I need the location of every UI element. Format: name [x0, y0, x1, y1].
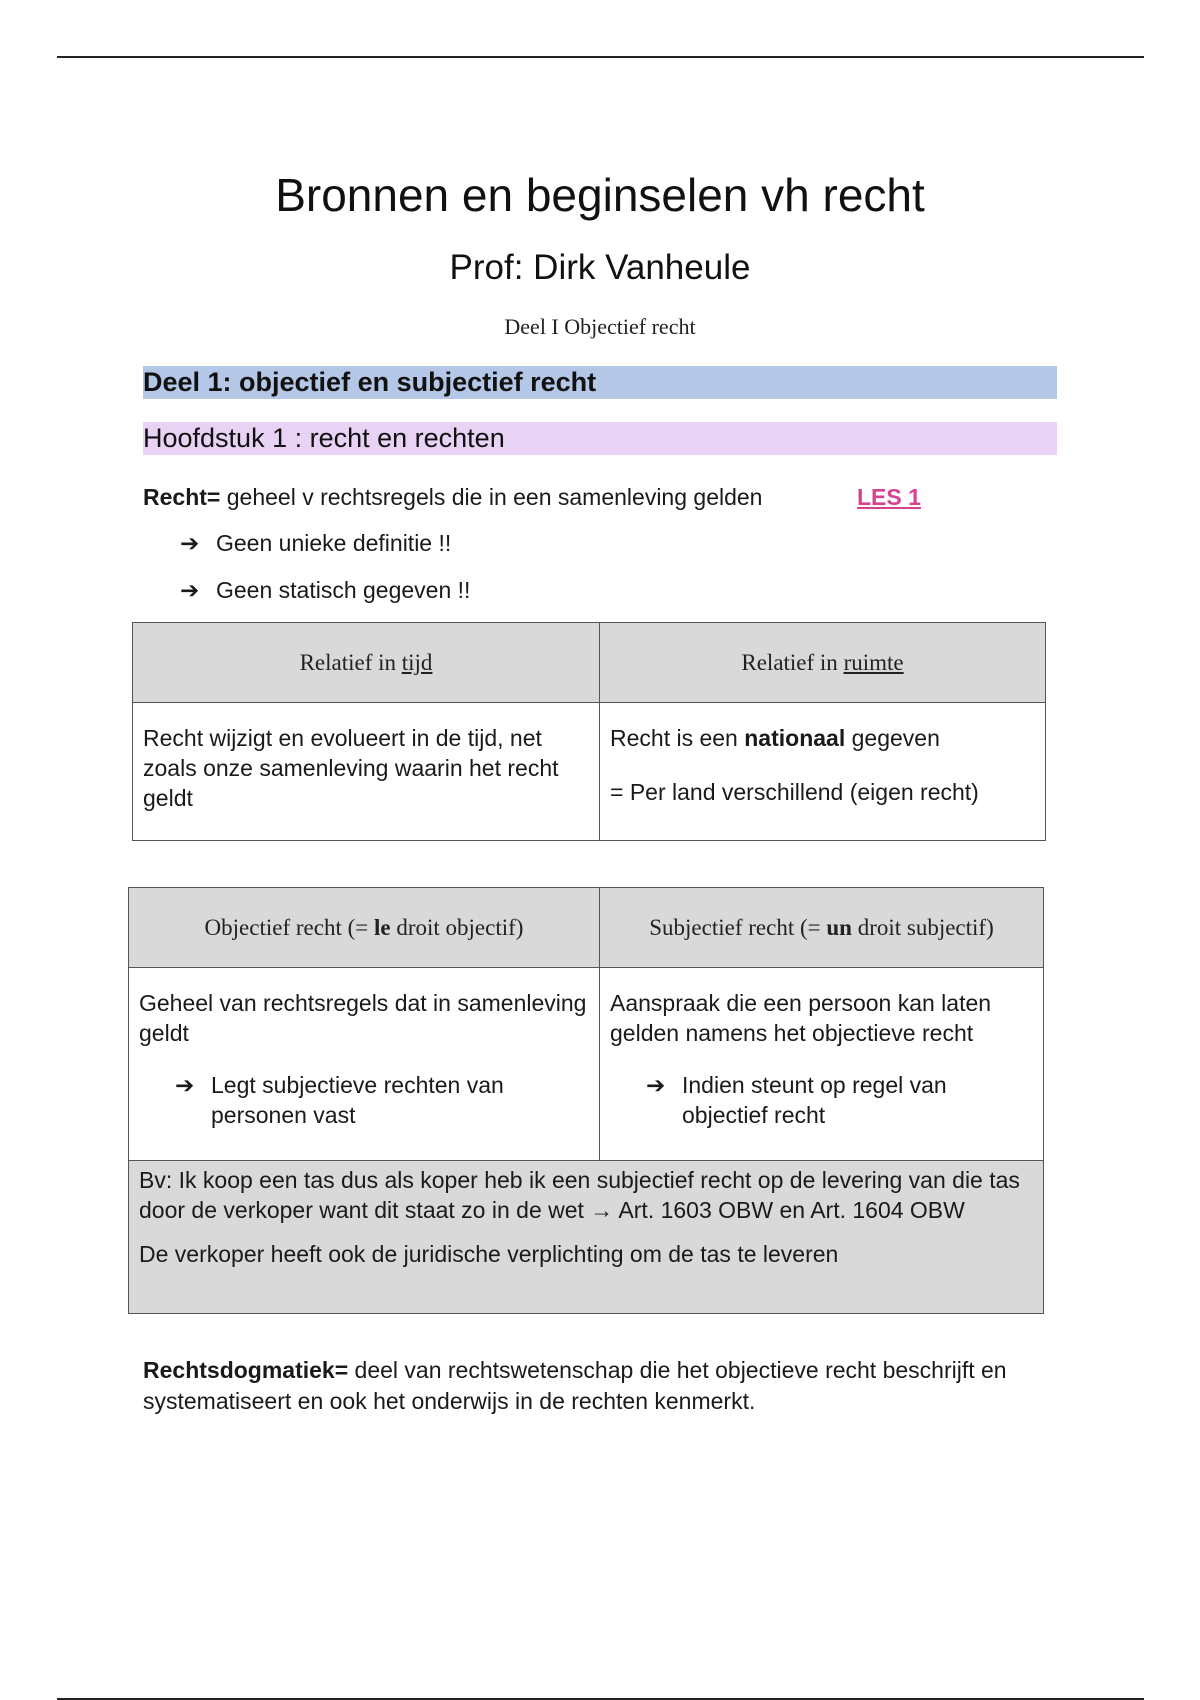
- list-item: ➔ Indien steunt op regel van objectief recht: [646, 1072, 947, 1128]
- list-item: [180, 528, 451, 559]
- document-title: Bronnen en beginselen vh recht: [275, 169, 925, 221]
- table-header-ruimte: Relatief in ruimte: [600, 623, 1046, 703]
- part-label: Deel I Objectief recht: [504, 314, 696, 339]
- bullet-text: Geen statisch gegeven !!: [216, 577, 471, 603]
- objectief-subjectief-table: [128, 887, 1044, 1314]
- professor-name: Prof: Dirk Vanheule: [449, 248, 751, 287]
- rechtsdogmatiek-term: Rechtsdogmatiek=: [143, 1357, 349, 1383]
- arrow-right-icon: ➔: [646, 1072, 666, 1098]
- table-header-objectief: Objectief recht (= le droit objectif): [129, 888, 600, 968]
- section-heading-deel-1: Deel 1: objectief en subjectief recht: [143, 366, 1057, 399]
- arrow-right-icon: ➔: [180, 577, 200, 603]
- recht-term: Recht=: [143, 484, 221, 510]
- table-cell-subjectief: Aanspraak die een persoon kan laten gelden namens het objectieve recht ➔ Indien steunt op regel van objectief recht: [600, 968, 1044, 1161]
- table-cell-tijd: Recht wijzigt en evolueert in de tijd, net zoals onze samenleving waarin het recht geldt: [133, 703, 600, 841]
- recht-definition: [143, 482, 762, 513]
- table-cell-objectief: Geheel van rechtsregels dat in samenleving geldt ➔ Legt subjectieve rechten van personen vast: [129, 968, 600, 1161]
- recht-definition-text: geheel v rechtsregels die in een samenleving gelden: [220, 484, 763, 510]
- lesson-tag: LES 1: [857, 484, 921, 510]
- example-cell: Bv: Ik koop een tas dus als koper heb ik een subjectief recht op de levering van die tas door de verkoper want dit staat zo in de wet → Art. 1603 OBW en Art. 1604 OBW De verkoper heeft ook de juridische verplichting om de tas te leveren: [129, 1161, 1044, 1314]
- arrow-right-icon: ➔: [175, 1072, 195, 1098]
- table-header-tijd: Relatief in tijd: [133, 623, 600, 703]
- rechtsdogmatiek-definition: Rechtsdogmatiek= deel van rechtswetenschap die het objectieve recht beschrijft en systematiseert en ook het onderwijs in de rechten kenmerkt.: [143, 1357, 1007, 1414]
- top-rule: [57, 56, 1144, 58]
- table-cell-ruimte: Recht is een nationaal gegeven = Per land verschillend (eigen recht): [600, 703, 1046, 841]
- bullet-text: Geen unieke definitie !!: [216, 530, 452, 556]
- table-header-subjectief: Subjectief recht (= un droit subjectif): [600, 888, 1044, 968]
- list-item: [180, 575, 470, 606]
- arrow-right-icon: ➔: [180, 530, 200, 556]
- relatief-table: [132, 622, 1046, 841]
- chapter-heading-hoofdstuk-1: Hoofdstuk 1 : recht en rechten: [143, 422, 1057, 455]
- list-item: ➔ Legt subjectieve rechten van personen vast: [175, 1072, 504, 1128]
